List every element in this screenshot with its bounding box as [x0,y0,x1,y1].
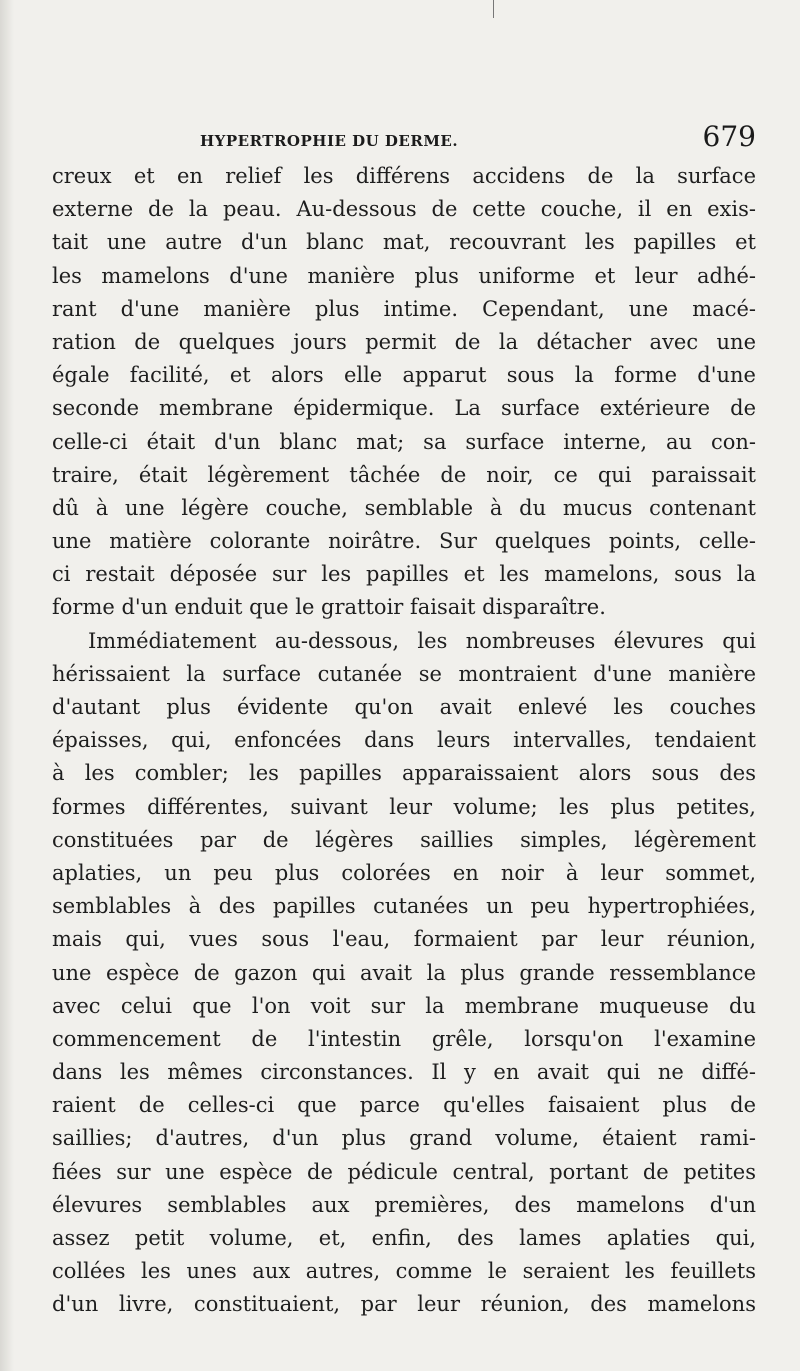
text-line: épaisses, qui, enfoncées dans leurs intervalles, tendaient [52,728,756,753]
text-line: élevures semblables aux premières, des mamelons d'un [52,1192,756,1217]
text-line: creux et en relief les différens accidens de la surface [52,164,756,188]
text-line: avec celui que l'on voit sur la membrane muqueuse du [52,993,756,1018]
text-line: constituées par de légères saillies simples, légèrement [52,827,756,852]
text-line: commencement de l'intestin grêle, lorsqu'on l'examine [52,1026,756,1051]
text-line: assez petit volume, et, enfin, des lames aplaties qui, [52,1226,756,1250]
text-line: les mamelons d'une manière plus uniforme et leur adhé- [52,263,756,288]
page-header [52,120,756,164]
text-line: aplaties, un peu plus colorées en noir à leur sommet, [52,860,756,885]
running-title: HYPERTROPHIE DU DERME. [200,132,459,150]
text-line: ci restait déposée sur les papilles et les mamelons, sous la [52,562,756,587]
text-line: rant d'une manière plus intime. Cependant, une macé- [52,296,756,321]
paragraph [52,625,756,1322]
text-line: seconde membrane épidermique. La surface extérieure de [52,396,756,421]
text-line: collées les unes aux autres, comme le seraient les feuillets [52,1259,756,1284]
paragraph [52,160,756,625]
text-line: à les combler; les papilles apparaissaient alors sous des [52,761,756,786]
text-line: traire, était légèrement tâchée de noir, ce qui paraissait [52,462,756,487]
text-line: formes différentes, suivant leur volume; les plus petites, [52,794,756,819]
text-line: Immédiatement au-dessous, les nombreuses élevures qui [88,628,756,653]
text-line: hérissaient la surface cutanée se montraient d'une manière [52,661,756,686]
body-text [52,160,756,1322]
text-line: mais qui, vues sous l'eau, formaient par leur réunion, [52,927,756,952]
text-line: dans les mêmes circonstances. Il y en avait qui ne diffé- [52,1060,756,1085]
text-line: externe de la peau. Au-dessous de cette couche, il en exis- [52,197,756,222]
text-line: saillies; d'autres, d'un plus grand volume, étaient rami- [52,1126,756,1151]
text-line: égale facilité, et alors elle apparut sous la forme d'une [52,363,756,388]
page-number: 679 [702,120,756,153]
text-line: celle-ci était d'un blanc mat; sa surface interne, au con- [52,429,756,454]
text-line: semblables à des papilles cutanées un peu hypertrophiées, [52,894,756,919]
text-line: dû à une légère couche, semblable à du mucus contenant [52,495,756,520]
text-line: ration de quelques jours permit de la détacher avec une [52,329,756,354]
text-line: une matière colorante noirâtre. Sur quelques points, celle- [52,529,756,554]
text-line: raient de celles-ci que parce qu'elles faisaient plus de [52,1093,756,1118]
scan-mark [493,0,494,18]
text-line: d'autant plus évidente qu'on avait enlevé les couches [52,695,756,719]
text-line: tait une autre d'un blanc mat, recouvrant les papilles et [52,230,756,255]
text-line: forme d'un enduit que le grattoir faisait disparaître. [52,595,606,620]
text-line: une espèce de gazon qui avait la plus grande ressemblance [52,960,756,985]
text-line: fiées sur une espèce de pédicule central, portant de petites [52,1159,756,1184]
binding-shadow [0,0,14,1371]
text-line: d'un livre, constituaient, par leur réunion, des mamelons [52,1292,756,1317]
